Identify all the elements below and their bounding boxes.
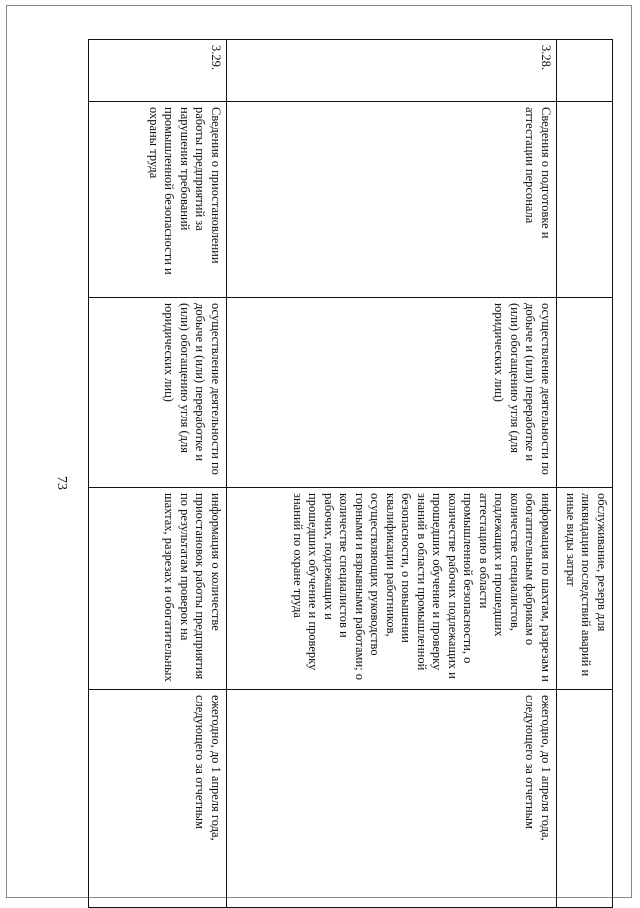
cell-entity: осуществление деятельности по добыче и (или) переработке и (или) обогащению угля (для юридических лиц) bbox=[227, 298, 557, 488]
page-number bbox=[54, 468, 68, 498]
data-table bbox=[88, 39, 613, 908]
cell-term-text: ежегодно, до 1 апреля года, следующего за отчетным bbox=[193, 695, 223, 841]
cell-term bbox=[89, 690, 227, 908]
cell-entity bbox=[89, 298, 227, 488]
cell-number-text: 3.29. bbox=[209, 45, 223, 70]
cell-number bbox=[89, 40, 227, 102]
cell-name-text: Сведения о приостановлении работы предприятий за нарушения требований промышленной безопасности и охраны труда bbox=[147, 107, 223, 275]
rotated-table-canvas bbox=[79, 39, 613, 907]
page-number-text: 73 bbox=[54, 476, 69, 490]
table-row-continuation bbox=[557, 40, 613, 908]
cell-entity-text: осуществление деятельности по добыче и (или) переработке и (или) обогащению угля (для юридических лиц) bbox=[162, 303, 223, 475]
table-row bbox=[227, 40, 557, 908]
cell-number: 3.28. bbox=[227, 40, 557, 102]
cell-name bbox=[89, 102, 227, 298]
cell-info-text: информация о количестве приостановок работы предприятия по результатам проверок на шахтах, разрезах и обогатительных bbox=[162, 493, 223, 682]
cell-name bbox=[557, 102, 613, 298]
cell-number bbox=[557, 40, 613, 102]
cell-term: ежегодно, до 1 апреля года, следующего за отчетным bbox=[227, 690, 557, 908]
cell-name: Сведения о подготовке и аттестации персонала bbox=[227, 102, 557, 298]
cell-term bbox=[557, 690, 613, 908]
cell-entity bbox=[557, 298, 613, 488]
table-row bbox=[89, 40, 227, 908]
cell-info bbox=[89, 488, 227, 690]
cell-info: обслуживание, резерв для ликвидации последствий аварий и иные виды затрат bbox=[557, 488, 613, 690]
cell-info: информация по шахтам, разрезам и обогатительным фабрикам о количестве специалистов, подлежащих и прошедших аттестацию в области промышленной безопасности, о количестве рабочих подлежащих и прошедших обучение и проверку знаний в области промышленной безопасности, о повышении квалификации работников, осуществляющих руководство горными и взрывными работами; о количестве специалистов и рабочих, подлежащих и прошедших обучение и проверку знаний по охране труда bbox=[227, 488, 557, 690]
